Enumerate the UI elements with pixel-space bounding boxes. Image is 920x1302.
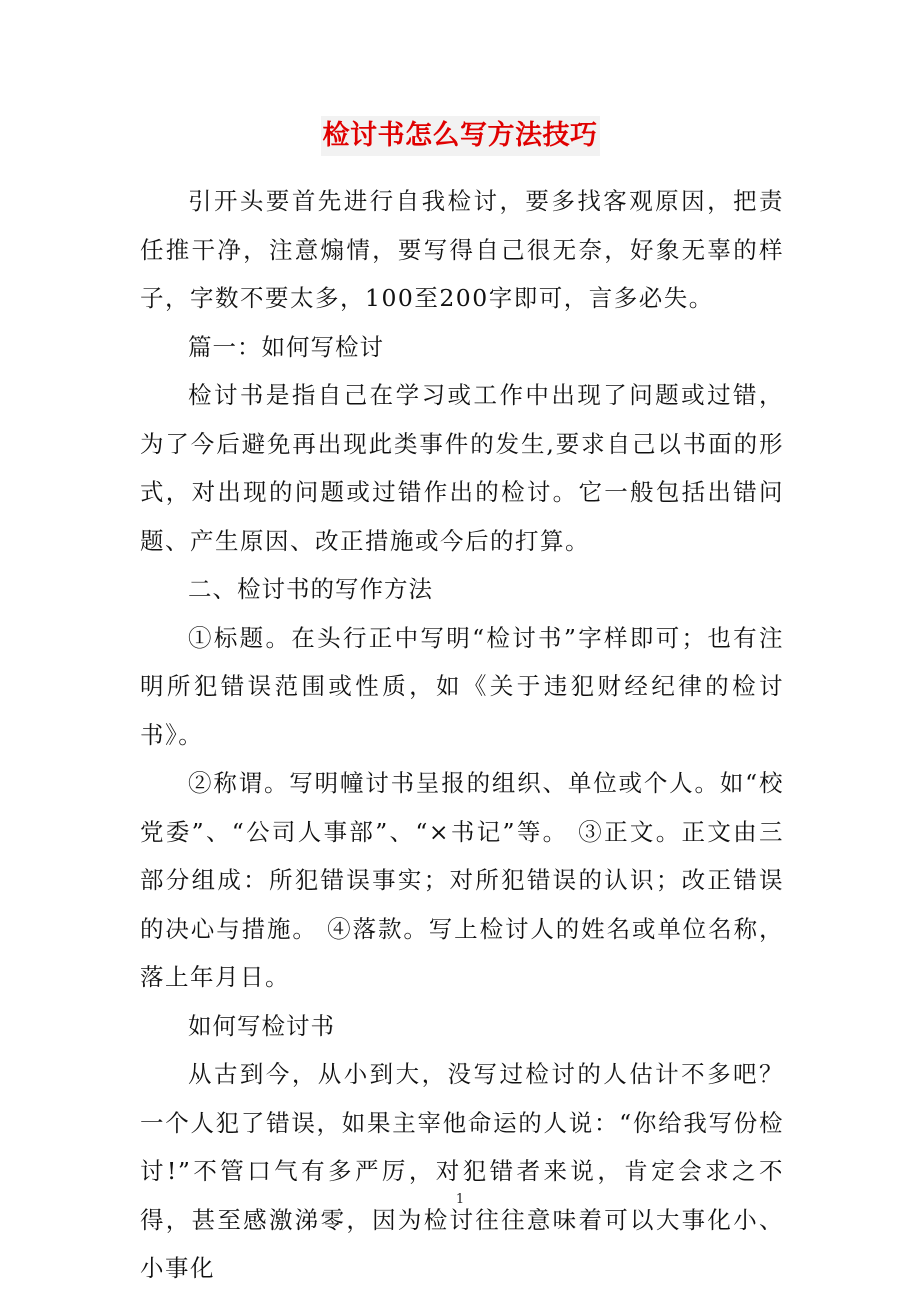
paragraph-title-rule: ①标题。在头行正中写明“检讨书”字样即可；也有注明所犯错误范围或性质，如《关于违犯财经纪律的检讨书》。 bbox=[140, 623, 784, 749]
section-heading-writing-method: 二、检讨书的写作方法 bbox=[188, 575, 433, 603]
paragraph-definition: 检讨书是指自己在学习或工作中出现了问题或过错，为了今后避免再出现此类事件的发生,要求自己以书面的形式，对出现的问题或过错作出的检讨。它一般包括出错问题、产生原因、改正措施或今后的打算。 bbox=[140, 381, 784, 555]
paragraph-salutation-body-signature: ②称谓。写明幢讨书呈报的组织、单位或个人。如“校党委”、“公司人事部”、“×书记”等。 ③正文。正文由三部分组成：所犯错误事实；对所犯错误的认识；改正错误的决心与措施。 ④落款。写上检讨人的姓名或单位名称，落上年月日。 bbox=[140, 769, 784, 991]
title-container bbox=[0, 116, 920, 156]
paragraph-intro: 引开头要首先进行自我检讨，要多找客观原因，把责任推干净，注意煽情，要写得自己很无奈，好象无辜的样子，字数不要太多，100至200字即可，言多必失。 bbox=[140, 187, 784, 312]
paragraph-history: 从古到今，从小到大，没写过检讨的人估计不多吧？一个人犯了错误，如果主宰他命运的人说：“你给我写份检讨!”不管口气有多严厉，对犯错者来说，肯定会求之不得，甚至感激涕零，因为检讨往往意味着可以大事化小、小事化 bbox=[140, 1060, 784, 1282]
section-heading-part-one: 篇一：如何写检讨 bbox=[188, 332, 384, 361]
document-title: 检讨书怎么写方法技巧 bbox=[321, 116, 600, 156]
section-heading-how-to-write: 如何写检讨书 bbox=[188, 1011, 335, 1040]
page-number: 1 bbox=[455, 1192, 465, 1207]
document-body bbox=[140, 177, 784, 1293]
